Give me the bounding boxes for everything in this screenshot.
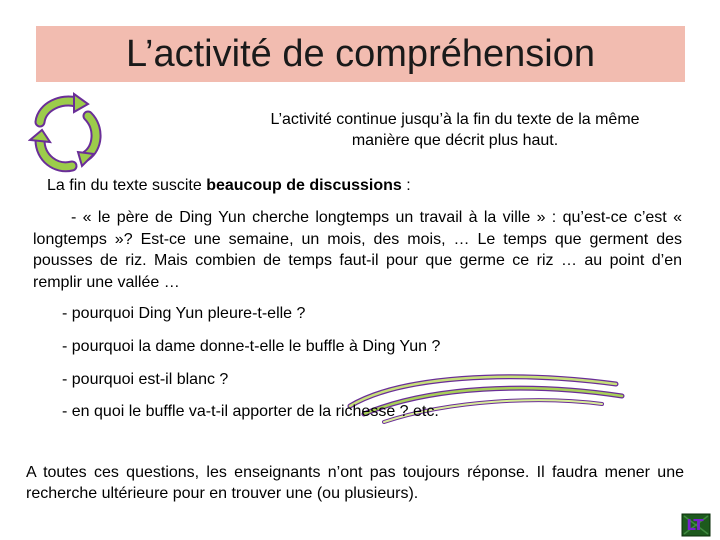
question-2: - pourquoi la dame donne-t-elle le buffle à Ding Yun ? [62,338,441,355]
recycle-cycle-icon [28,92,106,174]
intro-text [215,109,695,151]
conclusion-paragraph: A toutes ces questions, les enseignants n’ont pas toujours réponse. Il faudra mener une recherche ultérieure pour en trouver une (ou plusieurs). [26,464,684,502]
title-bar [36,26,685,82]
paragraph-text: - « le père de Ding Yun cherche longtemps un travail à la ville » : qu’est-ce c’est « longtemps »? Est-ce une semaine, un mois, des mois, … Le temps que germent des pousses de riz. Mais combien de temps faut-il pour que germe ce riz … au point d’en remplir une vallée … [33,209,682,291]
question-3: - pourquoi est-il blanc ? [62,371,229,388]
lead-suffix: : [401,177,411,194]
intro-line-2: manière que décrit plus haut. [351,132,559,149]
question-4: - en quoi le buffle va-t-il apporter de la richesse ? etc. [62,403,439,420]
intro-line-1: L’activité continue jusqu’à la fin du texte de la même [270,111,640,128]
lead-prefix: La fin du texte suscite [47,177,207,194]
lt-logo-text: LT [686,516,704,534]
page-title: L’activité de compréhension [126,33,595,75]
lt-logo-icon[interactable] [680,510,716,540]
discussion-paragraph [33,207,682,293]
lead-bold: beaucoup de discussions [206,177,402,194]
lead-sentence [47,175,411,196]
question-1: - pourquoi Ding Yun pleure-t-elle ? [62,305,306,322]
